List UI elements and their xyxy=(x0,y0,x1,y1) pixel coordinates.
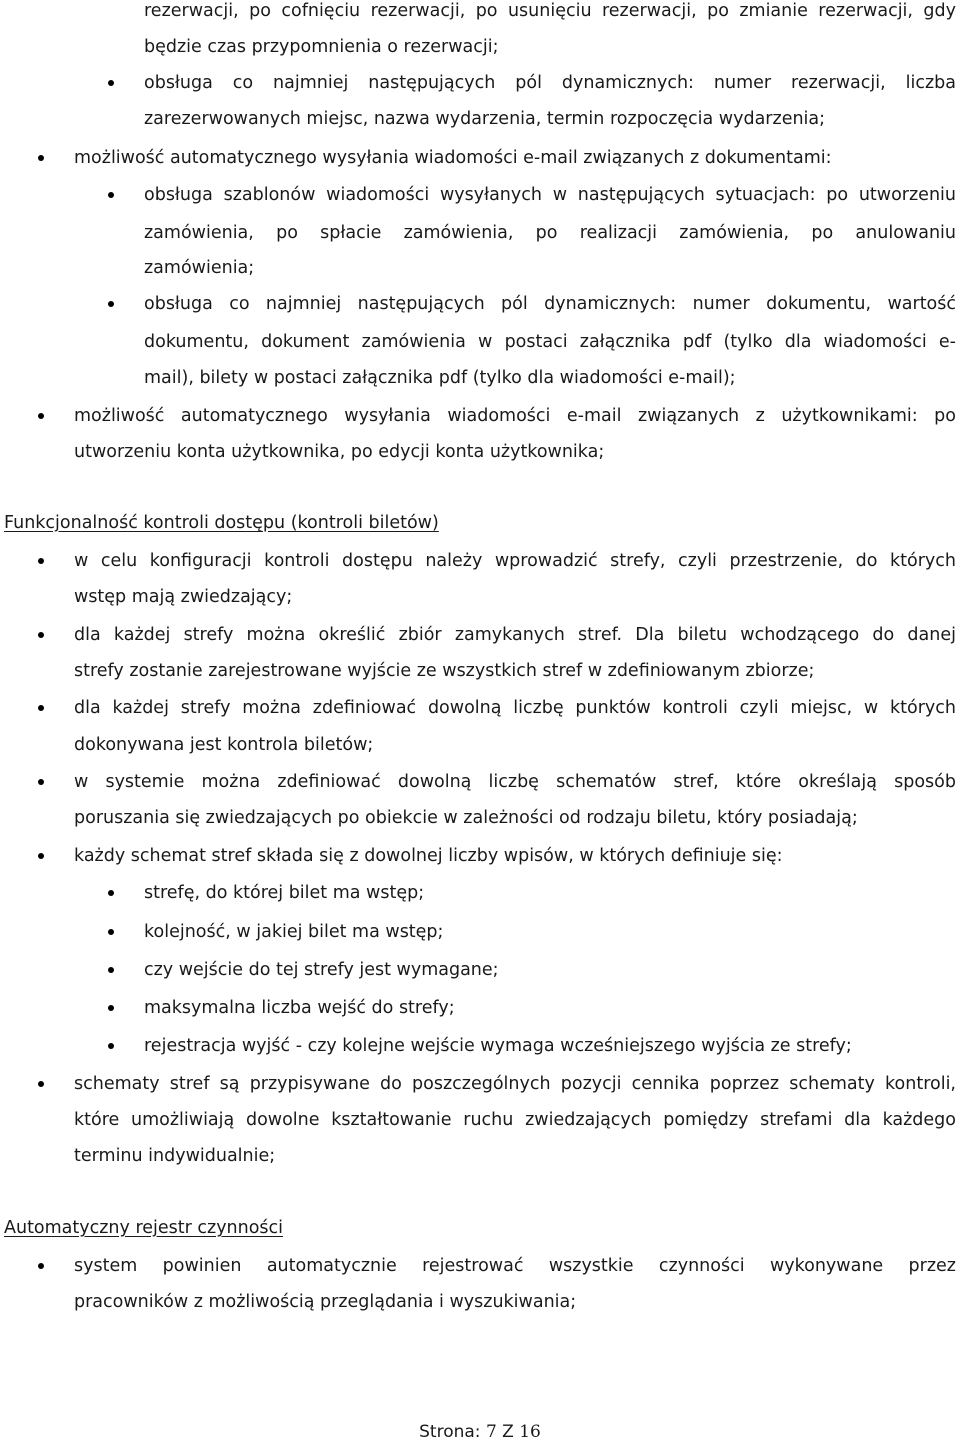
list-item-text: rejestracja wyjść - czy kolejne wejście wymaga wcześniejszego wyjścia ze strefy; xyxy=(144,1036,852,1056)
bullet-icon xyxy=(38,155,44,161)
list-item-text: będzie czas przypomnienia o rezerwacji; xyxy=(144,37,499,57)
bullet-icon xyxy=(38,1263,44,1269)
list-item-text: zamówienia; xyxy=(144,258,255,278)
list-item-text: zamówienia, po spłacie zamówienia, po realizacji zamówienia, po anulowaniu xyxy=(144,223,956,243)
list-item-text: strefę, do której bilet ma wstęp; xyxy=(144,883,425,903)
bullet-icon xyxy=(108,1043,114,1049)
list-item-text: zarezerwowanych miejsc, nazwa wydarzenia, termin rozpoczęcia wydarzenia; xyxy=(144,109,826,129)
list-item-text: maksymalna liczba wejść do strefy; xyxy=(144,998,455,1018)
list-item-text: kolejność, w jakiej bilet ma wstęp; xyxy=(144,922,444,942)
list-item-text: obsługa szablonów wiadomości wysyłanych w następujących sytuacjach: po utworzeniu xyxy=(144,185,956,205)
bullet-icon xyxy=(38,705,44,711)
bullet-icon xyxy=(38,413,44,419)
list-item-text: system powinien automatycznie rejestrować wszystkie czynności wykonywane przez xyxy=(74,1256,956,1276)
list-item-text: utworzeniu konta użytkownika, po edycji konta użytkownika; xyxy=(74,442,605,462)
bullet-icon xyxy=(108,929,114,935)
list-item-text: rezerwacji, po cofnięciu rezerwacji, po usunięciu rezerwacji, po zmianie rezerwacji, gdy xyxy=(144,1,956,21)
bullet-icon xyxy=(108,80,114,86)
bullet-icon xyxy=(38,558,44,564)
list-item-text: schematy stref są przypisywane do poszczególnych pozycji cennika poprzez schematy kontroli, xyxy=(74,1074,956,1094)
bullet-icon xyxy=(108,192,114,198)
list-item-text: dokumentu, dokument zamówienia w postaci załącznika pdf (tylko dla wiadomości e- xyxy=(144,332,956,352)
section-heading: Automatyczny rejestr czynności xyxy=(4,1218,284,1238)
list-item-text: obsługa co najmniej następujących pól dynamicznych: numer dokumentu, wartość xyxy=(144,294,956,314)
bullet-icon xyxy=(38,632,44,638)
list-item-text: poruszania się zwiedzających po obiekcie w zależności od rodzaju biletu, który posiadają; xyxy=(74,808,858,828)
section-heading: Funkcjonalność kontroli dostępu (kontroli biletów) xyxy=(4,513,439,533)
list-item-text: mail), bilety w postaci załącznika pdf (tylko dla wiadomości e-mail); xyxy=(144,368,736,388)
list-item-text: obsługa co najmniej następujących pól dynamicznych: numer rezerwacji, liczba xyxy=(144,73,956,93)
list-item-text: terminu indywidualnie; xyxy=(74,1146,276,1166)
list-item-text: wstęp mają zwiedzający; xyxy=(74,587,293,607)
list-item-text: pracowników z możliwością przeglądania i wyszukiwania; xyxy=(74,1292,577,1312)
bullet-icon xyxy=(38,779,44,785)
list-item-text: dla każdej strefy można określić zbiór zamykanych stref. Dla biletu wchodzącego do danej xyxy=(74,625,956,645)
list-item-text: strefy zostanie zarejestrowane wyjście ze wszystkich stref w zdefiniowanym zbiorze; xyxy=(74,661,815,681)
bullet-icon xyxy=(38,853,44,859)
list-item-text: w celu konfiguracji kontroli dostępu należy wprowadzić strefy, czyli przestrzenie, do których xyxy=(74,551,956,571)
list-item-text: dla każdej strefy można zdefiniować dowolną liczbę punktów kontroli czyli miejsc, w których xyxy=(74,698,956,718)
list-item-text: możliwość automatycznego wysyłania wiadomości e-mail związanych z użytkownikami: po xyxy=(74,406,956,426)
list-item-text: możliwość automatycznego wysyłania wiadomości e-mail związanych z dokumentami: xyxy=(74,148,832,168)
bullet-icon xyxy=(108,890,114,896)
footer-total-pages: 16 xyxy=(519,1422,541,1442)
list-item-text: czy wejście do tej strefy jest wymagane; xyxy=(144,960,499,980)
footer-of-label: Z xyxy=(502,1422,514,1442)
list-item-text: dokonywana jest kontrola biletów; xyxy=(74,735,374,755)
bullet-icon xyxy=(108,301,114,307)
bullet-icon xyxy=(108,967,114,973)
bullet-icon xyxy=(108,1005,114,1011)
list-item-text: w systemie można zdefiniować dowolną liczbę schematów stref, które określają sposób xyxy=(74,772,956,792)
list-item-text: które umożliwiają dowolne kształtowanie ruchu zwiedzających pomiędzy strefami dla każdego xyxy=(74,1110,956,1130)
bullet-icon xyxy=(38,1081,44,1087)
footer-page-number: 7 xyxy=(485,1422,497,1442)
footer-label: Strona: xyxy=(419,1422,481,1442)
list-item-text: każdy schemat stref składa się z dowolnej liczby wpisów, w których definiuje się: xyxy=(74,846,783,866)
